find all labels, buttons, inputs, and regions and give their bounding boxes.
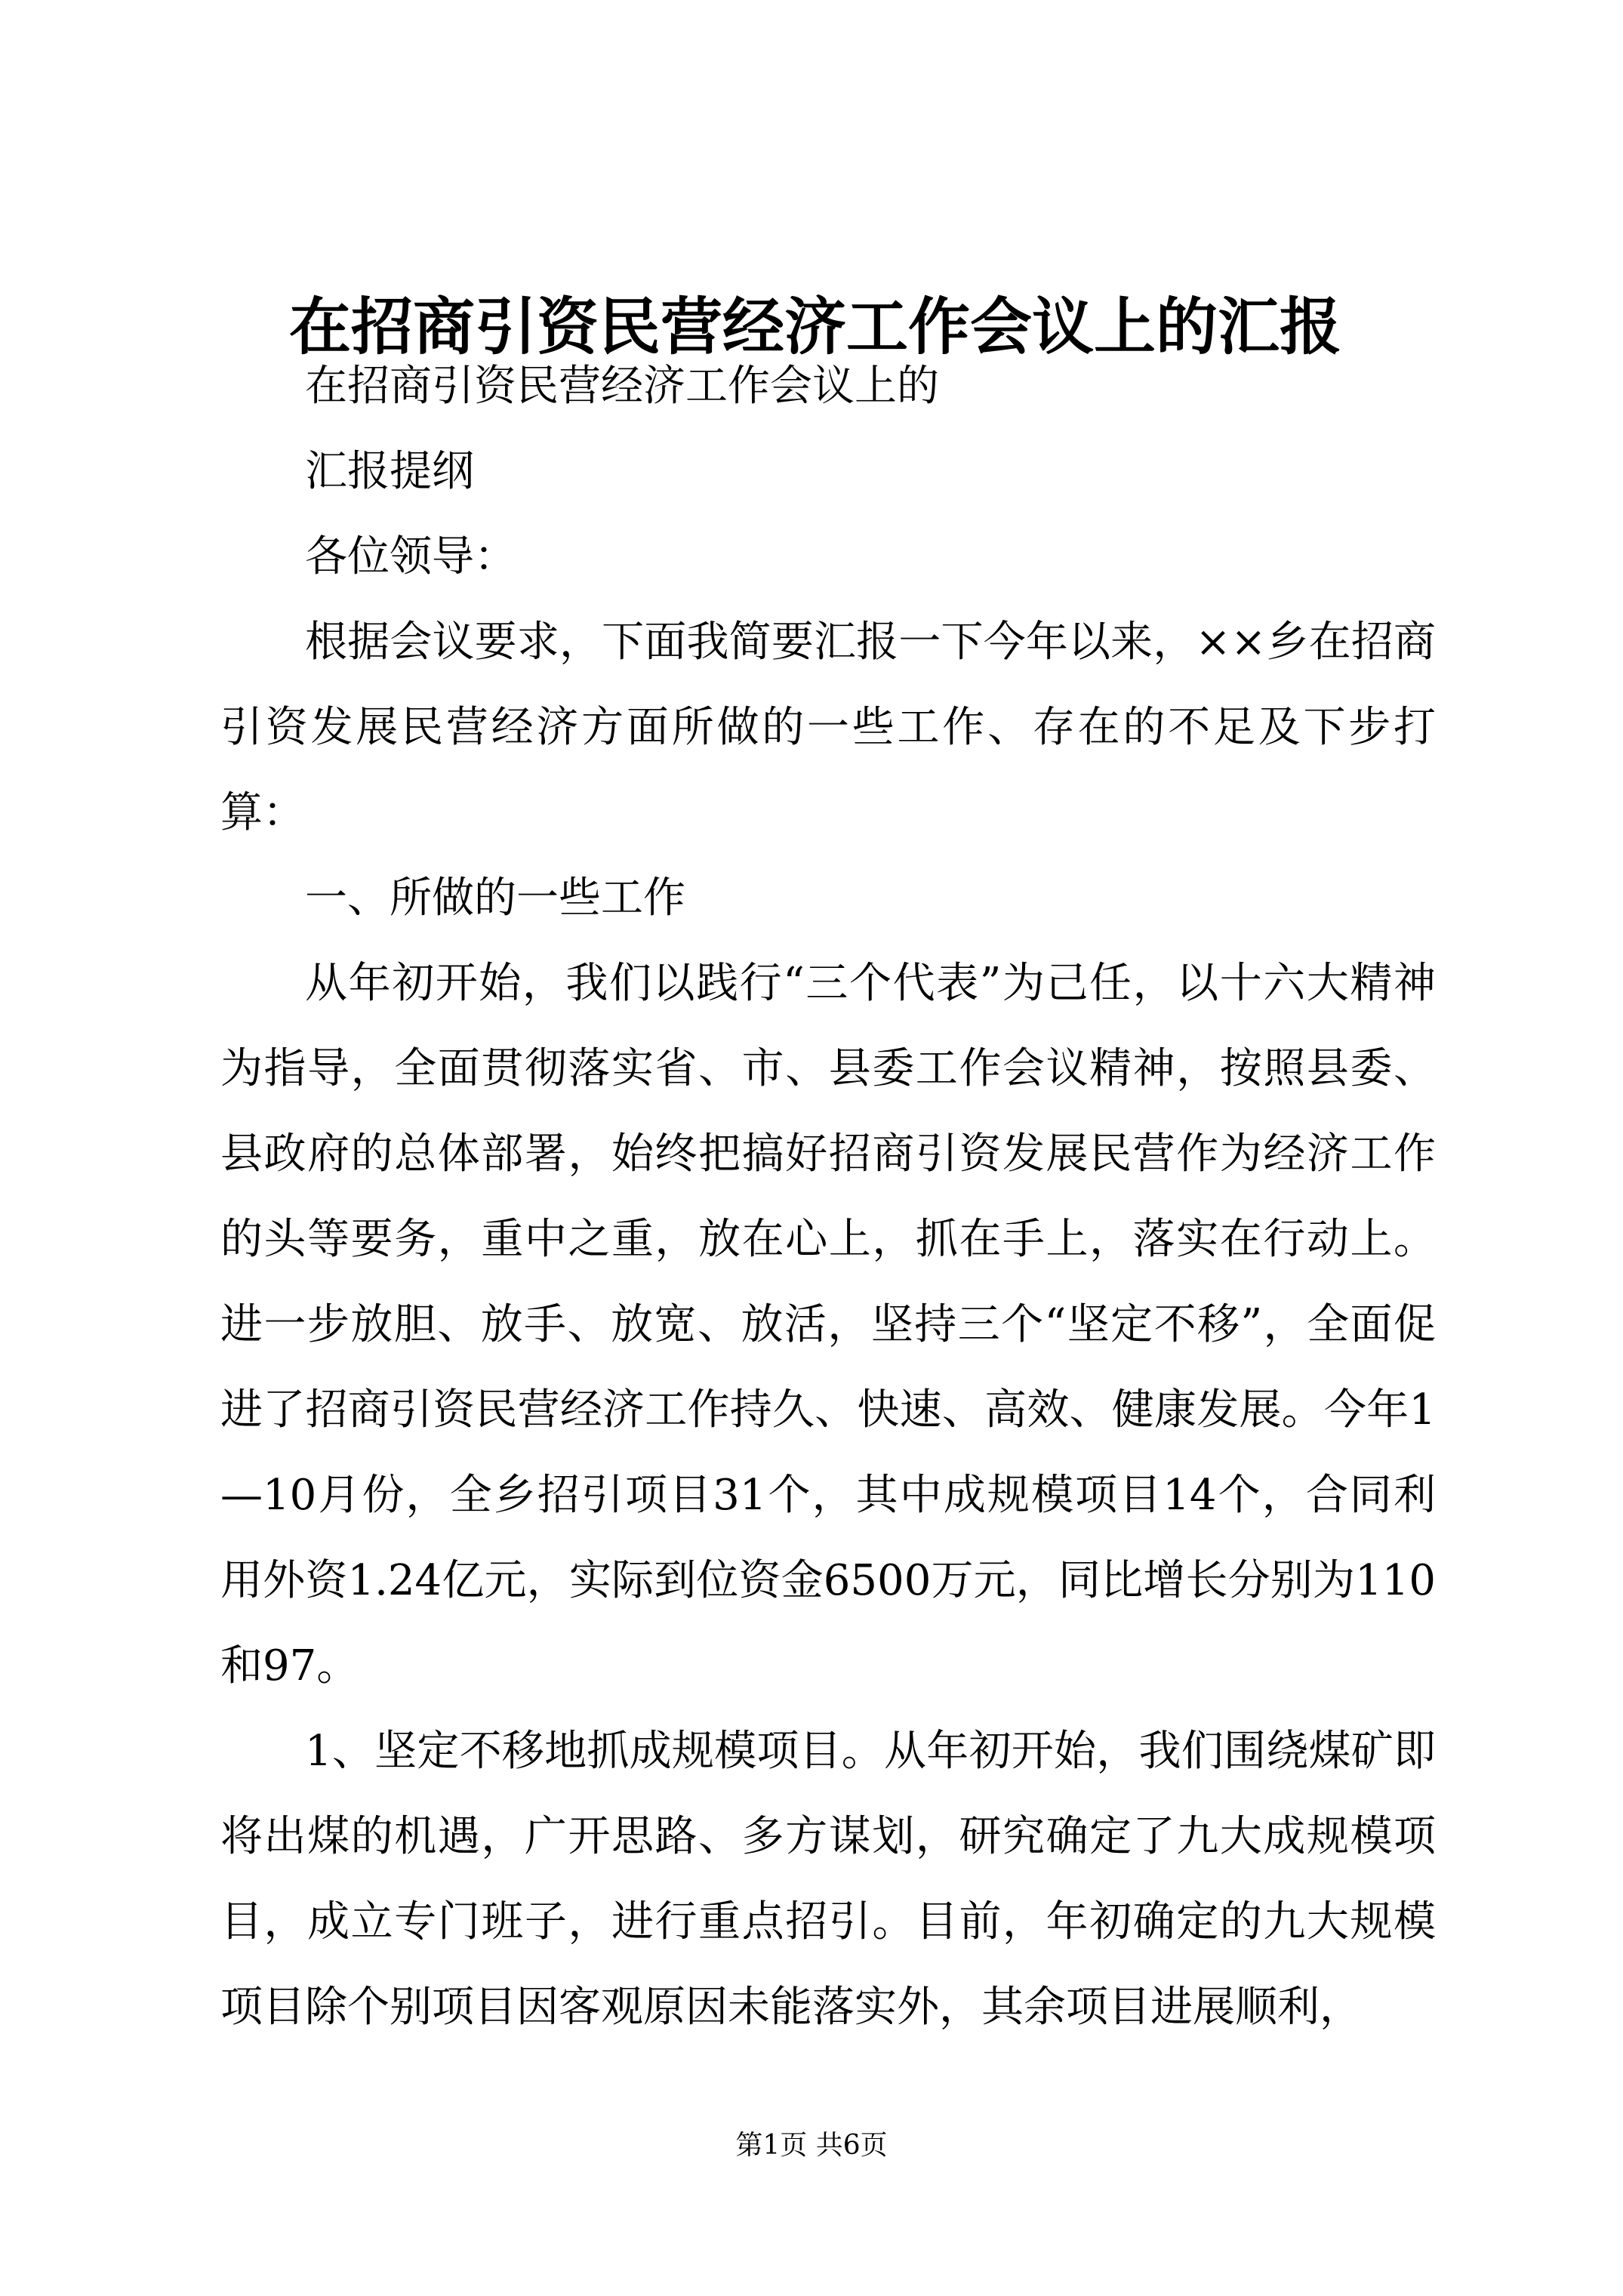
page-footer: 第1页 共6页 (735, 2130, 888, 2161)
body-paragraph: 1、坚定不移地抓成规模项目。从年初开始，我们围绕煤矿即将出煤的机遇，广开思路、多方谋划，研究确定了九大成规模项目，成立专门班子，进行重点招引。目前，年初确定的九大规模项目除个别项目因客观原因未能落实外，其余项目进展顺利， (220, 1727, 1436, 2032)
body-paragraph: 从年初开始，我们以践行“三个代表”为己任，以十六大精神为指导，全面贯彻落实省、市、县委工作会议精神，按照县委、县政府的总体部署，始终把搞好招商引资发展民营作为经济工作的头等要务，重中之重，放在心上，抓在手上，落实在行动上。进一步放胆、放手、放宽、放活，坚持三个“坚定不移”，全面促进了招商引资民营经济工作持久、快速、高效、健康发展。今年1—10月份，全乡招引项目31个，其中成规模项目14个，合同利用外资1.24亿元，实际到位资金6500万元，同比增长分别为110和97。 (220, 959, 1436, 1690)
document-body (220, 344, 1436, 2050)
section-heading: 一、所做的一些工作 (305, 874, 685, 923)
document-title: 在招商引资民营经济工作会议上的汇报 (288, 291, 1341, 363)
salutation: 各位领导： (305, 532, 516, 581)
body-paragraph: 汇报提纲 (305, 447, 474, 496)
body-paragraph: 在招商引资民营经济工作会议上的 (305, 362, 939, 411)
body-paragraph: 根据会议要求，下面我简要汇报一下今年以来，××乡在招商引资发展民营经济方面所做的一些工作、存在的不足及下步打算： (220, 618, 1436, 837)
